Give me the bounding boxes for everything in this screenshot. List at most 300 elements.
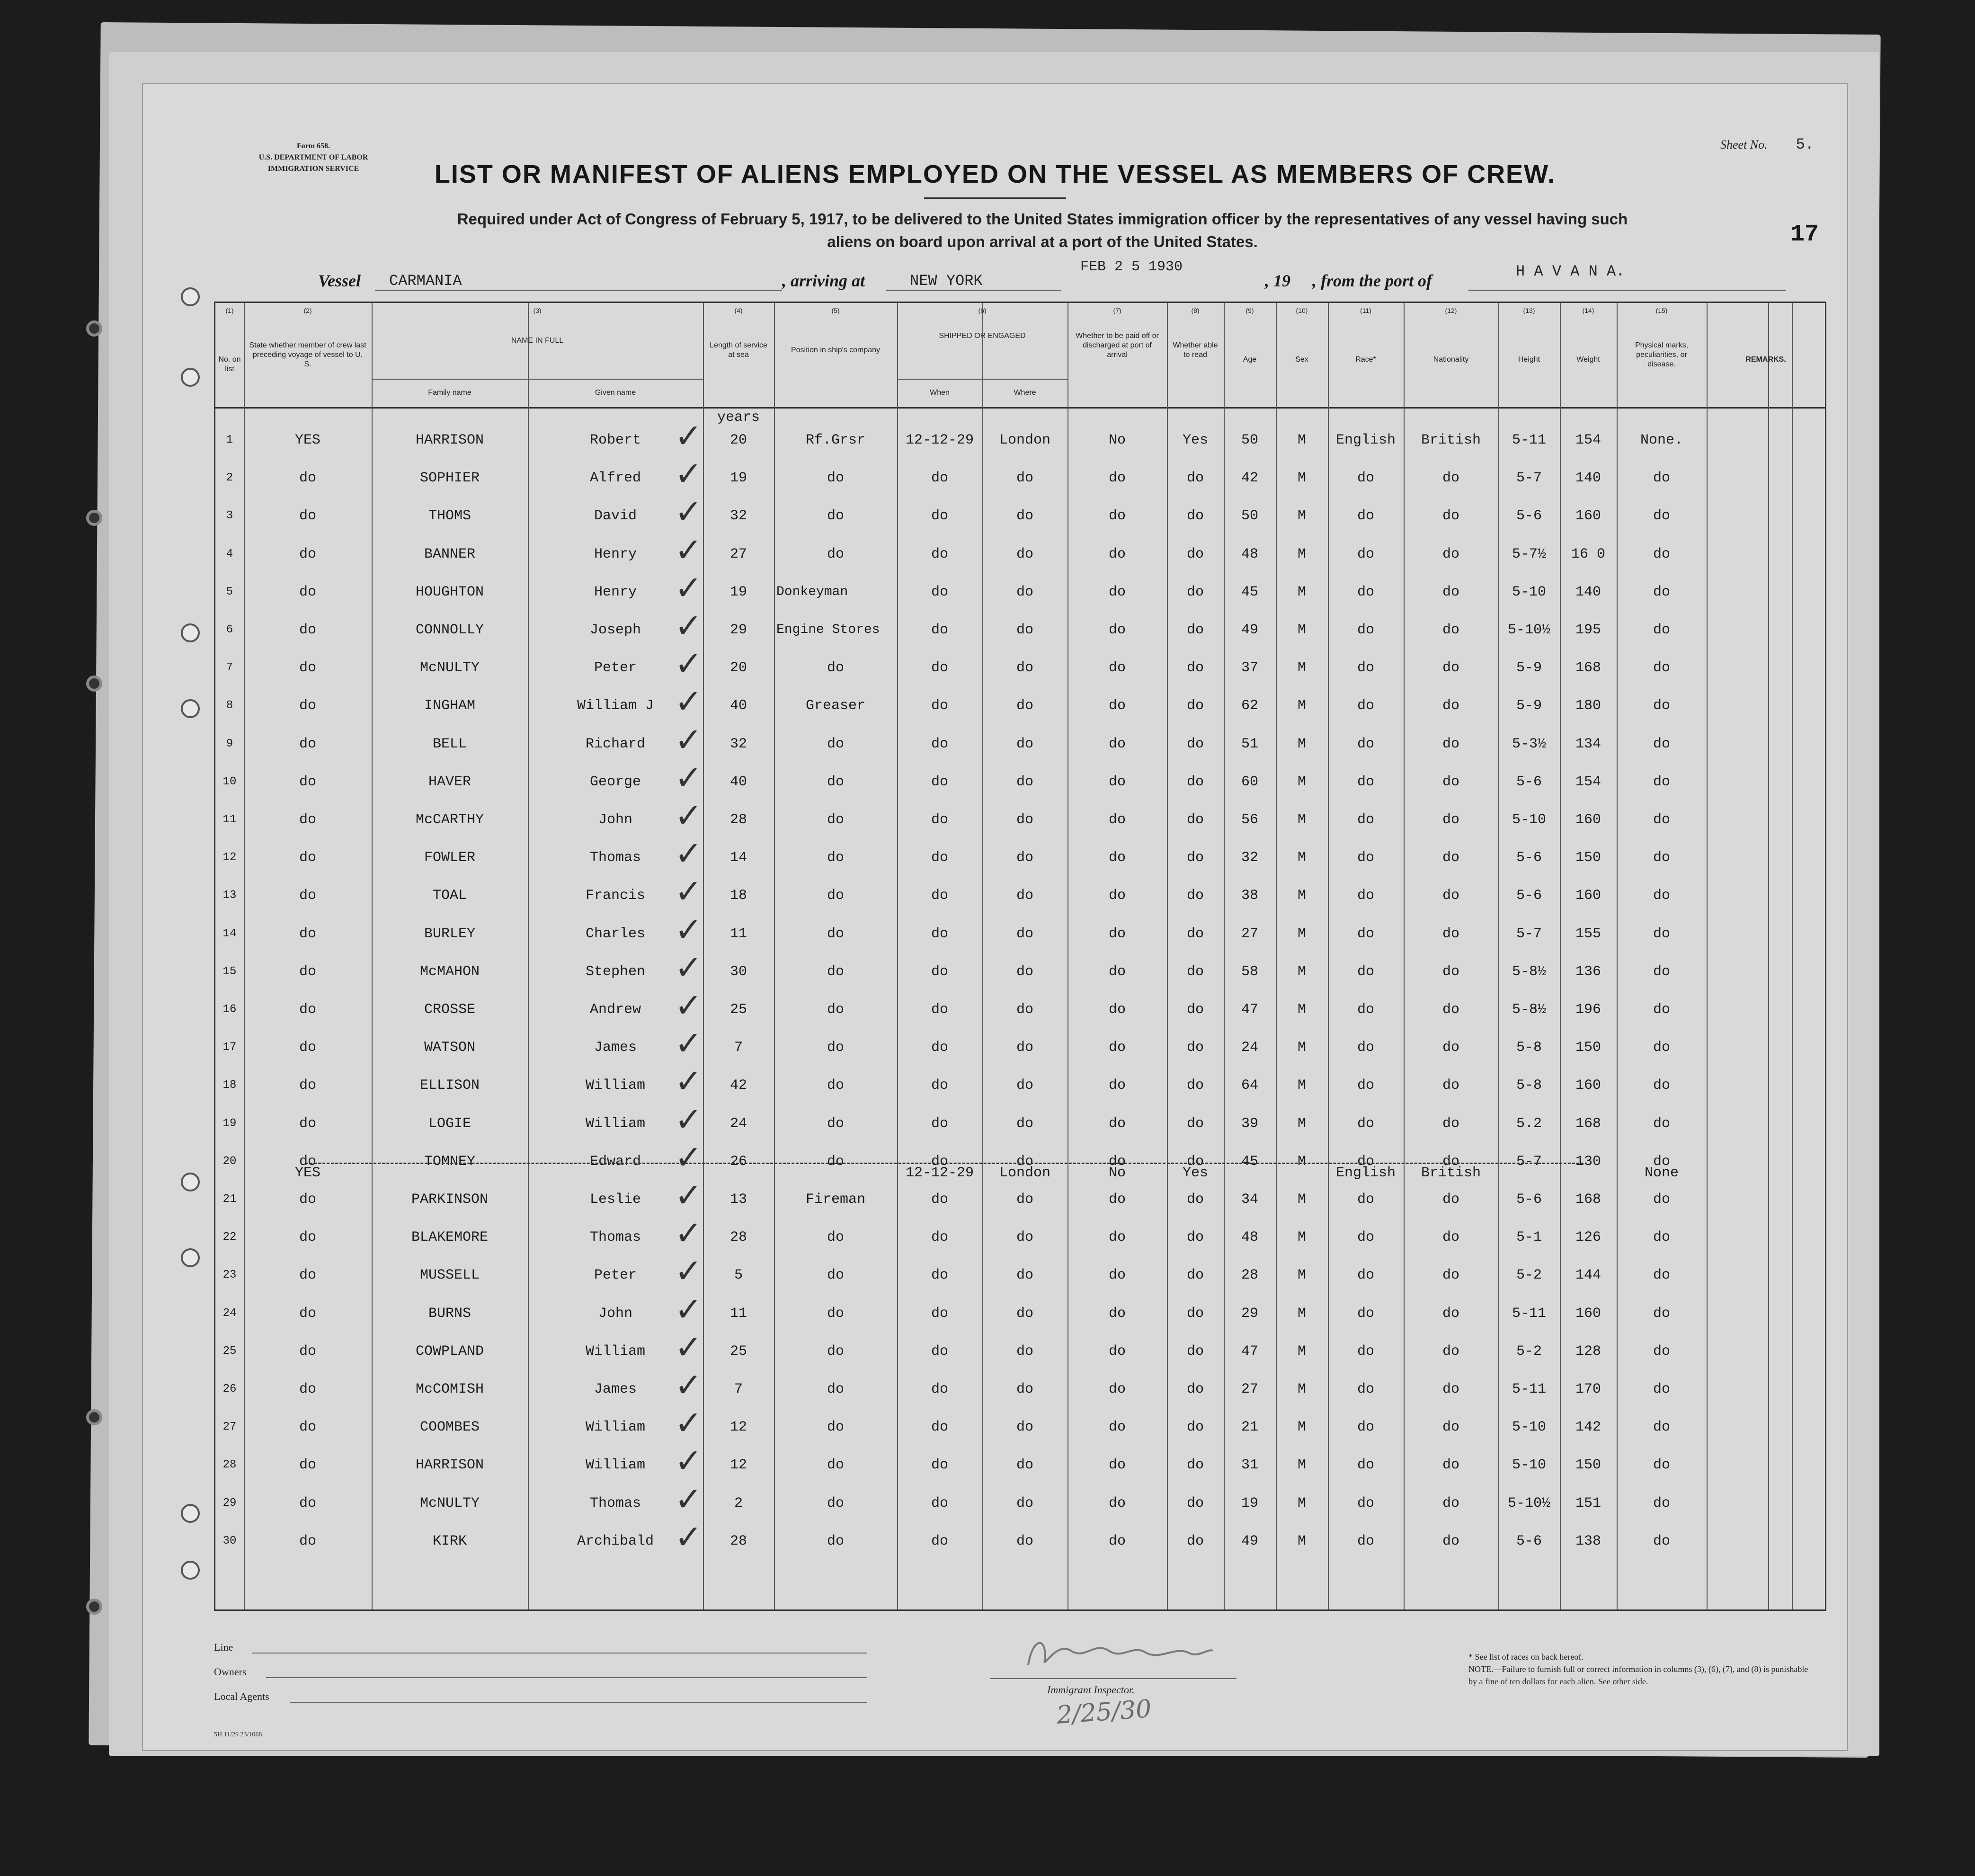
cell-height: 5-2	[1516, 1267, 1542, 1284]
cell-nat: do	[1442, 1191, 1459, 1208]
cell-weight: 140	[1575, 470, 1601, 487]
cell-marks: do	[1653, 812, 1670, 828]
column-number: (4)	[734, 307, 743, 314]
cell-race: do	[1357, 850, 1374, 866]
cell-paid: do	[1108, 1533, 1126, 1549]
cell-read: do	[1186, 888, 1204, 904]
cell-where: do	[1016, 470, 1033, 487]
column-number: (10)	[1296, 307, 1308, 314]
cell-age: 27	[1241, 1381, 1258, 1397]
cell-sex: M	[1297, 1533, 1306, 1549]
page-subtitle	[285, 208, 1800, 253]
cell-marks: do	[1653, 1343, 1670, 1360]
cell-age: 19	[1241, 1495, 1258, 1511]
cell-age: 64	[1241, 1077, 1258, 1094]
cell-sex: M	[1297, 432, 1306, 448]
header-weight: Weight	[1576, 356, 1600, 364]
cell-race: do	[1357, 963, 1374, 980]
check-mark-icon: ✓	[675, 1366, 703, 1405]
cell-paid: do	[1108, 963, 1126, 980]
cell-position: do	[827, 1002, 844, 1018]
check-mark-icon: ✓	[675, 872, 703, 911]
cell-given: Francis	[585, 888, 646, 904]
cell-family: TOMNEY	[424, 1153, 476, 1170]
table-row	[215, 1181, 1825, 1218]
cell-age: 49	[1241, 1533, 1258, 1549]
cell-n: 13	[222, 889, 237, 902]
cell-paid: do	[1108, 1457, 1126, 1474]
table-row	[215, 1446, 1825, 1484]
cell-age: 42	[1241, 470, 1258, 487]
cell-marks: None.	[1640, 432, 1683, 448]
cell-given: Thomas	[589, 1229, 641, 1246]
cell-age: 60	[1241, 774, 1258, 790]
cell-position: do	[827, 470, 844, 487]
cell-nat: do	[1442, 622, 1459, 638]
cell-nat: do	[1442, 1495, 1459, 1511]
cell-n: 24	[222, 1307, 237, 1320]
cell-weight: 138	[1575, 1533, 1601, 1549]
cell-where: do	[1016, 1457, 1033, 1474]
footnotes	[1468, 1651, 1809, 1688]
table-row	[215, 801, 1825, 839]
check-mark-icon: ✓	[675, 606, 703, 645]
cell-weight: 136	[1575, 963, 1601, 980]
cell-read: do	[1186, 622, 1204, 638]
check-mark-icon: ✓	[675, 1517, 703, 1556]
cell-age: 51	[1241, 736, 1258, 752]
header-name-in-full: NAME IN FULL	[511, 337, 564, 345]
cell-position: do	[827, 1115, 844, 1132]
check-mark-icon: ✓	[675, 1176, 703, 1215]
cell-paid: do	[1108, 1191, 1126, 1208]
check-mark-icon: ✓	[675, 1024, 703, 1063]
shipped-subheader-line	[897, 379, 1068, 380]
header-list-number: No. on list	[218, 356, 241, 373]
check-mark-icon: ✓	[675, 417, 703, 455]
cell-n: 6	[226, 623, 233, 636]
cell-paid: do	[1108, 1267, 1126, 1284]
cell-n: 9	[226, 737, 233, 750]
cell-nat: do	[1442, 1343, 1459, 1360]
cell-read: do	[1186, 850, 1204, 866]
cell-when: do	[931, 470, 948, 487]
cell-prev: do	[299, 470, 316, 487]
cell-paid: No	[1108, 432, 1126, 448]
cell-nat: do	[1442, 470, 1459, 487]
printer-code: 5H 11/29 23/1068	[214, 1731, 262, 1738]
punch-hole-icon	[181, 699, 200, 718]
cell-service: 2	[734, 1495, 743, 1511]
cell-service: 11	[730, 1305, 747, 1322]
cell-nat: do	[1442, 546, 1459, 562]
cell-age: 31	[1241, 1457, 1258, 1474]
header-age: Age	[1243, 356, 1257, 364]
cell-when: do	[931, 508, 948, 525]
cell-sex: M	[1297, 698, 1306, 714]
cell-race: do	[1357, 508, 1374, 525]
table-row	[215, 421, 1825, 459]
cell-weight: 195	[1575, 622, 1601, 638]
cell-paid: do	[1108, 1305, 1126, 1322]
correction-race: English	[1335, 1165, 1396, 1181]
cell-race: do	[1357, 1533, 1374, 1549]
cell-weight: 140	[1575, 584, 1601, 600]
cell-position: Fireman	[805, 1191, 866, 1208]
cell-when: do	[931, 850, 948, 866]
cell-position: do	[827, 1229, 844, 1246]
from-port-fill-line	[1468, 290, 1786, 291]
cell-read: do	[1186, 1229, 1204, 1246]
cell-given: William	[585, 1419, 646, 1436]
cell-race: do	[1357, 1040, 1374, 1056]
cell-nat: do	[1442, 584, 1459, 600]
cell-prev: do	[299, 1305, 316, 1322]
cell-sex: M	[1297, 1457, 1306, 1474]
cell-service: 25	[730, 1002, 747, 1018]
cell-weight: 196	[1575, 1002, 1601, 1018]
cell-sex: M	[1297, 1191, 1306, 1208]
cell-position: do	[827, 1495, 844, 1511]
cell-given: William	[585, 1457, 646, 1474]
cell-given: Charles	[585, 925, 646, 942]
cell-weight: 170	[1575, 1381, 1601, 1397]
cell-given: William	[585, 1077, 646, 1094]
cell-family: BANNER	[424, 546, 476, 562]
column-number: (14)	[1582, 307, 1594, 314]
cell-where: do	[1016, 1115, 1033, 1132]
cell-given: James	[594, 1040, 637, 1056]
cell-prev: do	[299, 1077, 316, 1094]
cell-nat: do	[1442, 1040, 1459, 1056]
binder-ring-icon	[86, 1409, 102, 1425]
cell-age: 32	[1241, 850, 1258, 866]
table-row	[215, 953, 1825, 991]
cell-family: ELLISON	[419, 1077, 480, 1094]
cell-sex: M	[1297, 508, 1306, 525]
cell-nat: do	[1442, 660, 1459, 676]
cell-prev: do	[299, 736, 316, 752]
cell-where: do	[1016, 888, 1033, 904]
cell-marks: do	[1653, 888, 1670, 904]
table-row	[215, 915, 1825, 953]
cell-n: 16	[222, 1003, 237, 1016]
correction-paid: No	[1108, 1165, 1126, 1181]
cell-paid: do	[1108, 736, 1126, 752]
cell-age: 48	[1241, 546, 1258, 562]
cell-prev: YES	[294, 432, 320, 448]
cell-read: do	[1186, 584, 1204, 600]
cell-given: Thomas	[589, 850, 641, 866]
cell-service: 26	[730, 1153, 747, 1170]
inspector-fill-line	[990, 1678, 1237, 1679]
cell-age: 47	[1241, 1343, 1258, 1360]
cell-nat: do	[1442, 1457, 1459, 1474]
cell-given: William	[585, 1343, 646, 1360]
cell-weight: 160	[1575, 888, 1601, 904]
cell-age: 50	[1241, 432, 1258, 448]
cell-when: do	[931, 774, 948, 790]
cell-prev: do	[299, 698, 316, 714]
table-row	[215, 535, 1825, 573]
cell-position: do	[827, 925, 844, 942]
cell-paid: do	[1108, 1381, 1126, 1397]
cell-paid: do	[1108, 888, 1126, 904]
cell-given: Peter	[594, 1267, 637, 1284]
cell-family: TOAL	[432, 888, 467, 904]
cell-weight: 160	[1575, 508, 1601, 525]
cell-family: CROSSE	[424, 1002, 476, 1018]
cell-height: 5-7	[1516, 1153, 1542, 1170]
cell-prev: do	[299, 925, 316, 942]
cell-nat: do	[1442, 508, 1459, 525]
table-row	[215, 1370, 1825, 1408]
punch-hole-icon	[181, 1248, 200, 1267]
cell-service: 30	[730, 963, 747, 980]
cell-height: 5-8	[1516, 1040, 1542, 1056]
cell-given: William J	[577, 698, 654, 714]
cell-family: BURNS	[428, 1305, 471, 1322]
cell-when: do	[931, 1305, 948, 1322]
cell-height: 5-11	[1512, 432, 1546, 448]
cell-age: 45	[1241, 584, 1258, 600]
cell-position: do	[827, 660, 844, 676]
cell-read: do	[1186, 1457, 1204, 1474]
list-number: 17	[1790, 221, 1819, 248]
cell-where: do	[1016, 1191, 1033, 1208]
cell-height: 5-6	[1516, 888, 1542, 904]
cell-when: do	[931, 622, 948, 638]
cell-family: McNULTY	[419, 1495, 480, 1511]
cell-height: 5-10½	[1507, 1495, 1550, 1511]
cell-height: 5-6	[1516, 774, 1542, 790]
cell-height: 5-7	[1516, 470, 1542, 487]
table-row	[215, 1333, 1825, 1370]
cell-given: Alfred	[589, 470, 641, 487]
department-name: U.S. DEPARTMENT OF LABOR	[258, 153, 368, 161]
cell-given: James	[594, 1381, 637, 1397]
manifest-sheet	[142, 83, 1848, 1751]
cell-sex: M	[1297, 1343, 1306, 1360]
cell-read: do	[1186, 660, 1204, 676]
column-number: (12)	[1445, 307, 1457, 314]
cell-service: 28	[730, 1533, 747, 1549]
cell-nat: do	[1442, 1305, 1459, 1322]
cell-sex: M	[1297, 1419, 1306, 1436]
cell-family: McNULTY	[419, 660, 480, 676]
cell-nat: do	[1442, 925, 1459, 942]
cell-n: 14	[222, 927, 237, 940]
cell-marks: do	[1653, 470, 1670, 487]
cell-when: 12-12-29	[905, 432, 974, 448]
cell-position: do	[827, 963, 844, 980]
cell-nat: do	[1442, 1115, 1459, 1132]
binder-ring-icon	[86, 676, 102, 692]
cell-prev: do	[299, 850, 316, 866]
cell-n: 4	[226, 547, 233, 560]
cell-height: 5-6	[1516, 508, 1542, 525]
header-physical-marks: Physical marks, peculiarities, or disease.	[1635, 341, 1689, 368]
check-mark-icon: ✓	[675, 1100, 703, 1139]
table-row	[215, 763, 1825, 801]
form-footer	[214, 1632, 1824, 1736]
cell-marks: do	[1653, 698, 1670, 714]
cell-given: Robert	[589, 432, 641, 448]
cell-marks: do	[1653, 1533, 1670, 1549]
cell-sex: M	[1297, 584, 1306, 600]
table-row	[215, 1029, 1825, 1067]
cell-age: 21	[1241, 1419, 1258, 1436]
penalty-note: NOTE.—Failure to furnish full or correct information in columns (3), (6), (7), and (8) is punishable by a fine of ten dollars for each alien. See other side.	[1468, 1664, 1808, 1686]
cell-when: do	[931, 736, 948, 752]
cell-position: do	[827, 888, 844, 904]
cell-marks: do	[1653, 1495, 1670, 1511]
cell-paid: do	[1108, 1419, 1126, 1436]
cell-service: 12	[730, 1419, 747, 1436]
cell-when: do	[931, 963, 948, 980]
table-row	[215, 725, 1825, 763]
cell-prev: do	[299, 888, 316, 904]
cell-prev: do	[299, 1153, 316, 1170]
cell-prev: do	[299, 1419, 316, 1436]
cell-sex: M	[1297, 1305, 1306, 1322]
cell-read: do	[1186, 774, 1204, 790]
cell-height: 5-9	[1516, 698, 1542, 714]
punch-hole-icon	[181, 368, 200, 387]
column-number: (3)	[533, 307, 542, 314]
cell-paid: do	[1108, 470, 1126, 487]
cell-n: 29	[222, 1496, 237, 1510]
cell-service: 28	[730, 812, 747, 828]
cell-n: 1	[226, 434, 233, 446]
cell-marks: do	[1653, 925, 1670, 942]
cell-n: 27	[222, 1421, 237, 1434]
year-label: , 19	[1265, 271, 1290, 290]
cell-marks: do	[1653, 1115, 1670, 1132]
cell-sex: M	[1297, 736, 1306, 752]
cell-paid: do	[1108, 584, 1126, 600]
cell-paid: do	[1108, 1002, 1126, 1018]
cell-n: 26	[222, 1383, 237, 1396]
cell-family: McCOMISH	[415, 1381, 484, 1397]
cell-read: do	[1186, 812, 1204, 828]
cell-height: 5-8	[1516, 1077, 1542, 1094]
cell-height: 5-7½	[1512, 546, 1546, 562]
cell-paid: do	[1108, 1153, 1126, 1170]
cell-nat: do	[1442, 1267, 1459, 1284]
cell-sex: M	[1297, 1229, 1306, 1246]
inspector-date: 2/25/30	[1056, 1695, 1153, 1730]
cell-weight: 16 0	[1571, 546, 1605, 562]
cell-given: Henry	[594, 546, 637, 562]
cell-when: do	[931, 888, 948, 904]
check-mark-icon: ✓	[675, 1289, 703, 1329]
cell-height: 5-10	[1512, 584, 1546, 600]
cell-read: do	[1186, 470, 1204, 487]
cell-race: do	[1357, 1267, 1374, 1284]
cell-position: do	[827, 774, 844, 790]
cell-read: do	[1186, 1002, 1204, 1018]
cell-read: do	[1186, 1191, 1204, 1208]
cell-weight: 168	[1575, 1115, 1601, 1132]
cell-when: do	[931, 698, 948, 714]
cell-height: 5-9	[1516, 660, 1542, 676]
header-able-to-read: Whether able to read	[1173, 341, 1218, 359]
punch-hole-icon	[181, 1504, 200, 1523]
cell-when: do	[931, 1381, 948, 1397]
header-height: Height	[1518, 356, 1540, 364]
cell-paid: do	[1108, 1115, 1126, 1132]
cell-position: do	[827, 546, 844, 562]
inspector-label: Immigrant Inspector.	[1047, 1684, 1135, 1696]
cell-prev: do	[299, 812, 316, 828]
cell-marks: do	[1653, 584, 1670, 600]
cell-age: 56	[1241, 812, 1258, 828]
column-number: (13)	[1523, 307, 1535, 314]
cell-age: 50	[1241, 508, 1258, 525]
cell-height: 5-10	[1512, 1457, 1546, 1474]
from-port-label: , from the port of	[1312, 271, 1432, 290]
cell-where: do	[1016, 1267, 1033, 1284]
cell-given: John	[598, 812, 632, 828]
header-sex: Sex	[1295, 356, 1308, 364]
cell-sex: M	[1297, 888, 1306, 904]
binder-ring-icon	[86, 510, 102, 526]
cell-given: Stephen	[585, 963, 646, 980]
cell-paid: do	[1108, 1229, 1126, 1246]
cell-when: do	[931, 812, 948, 828]
cell-race: do	[1357, 1495, 1374, 1511]
cell-service: 19	[730, 584, 747, 600]
column-number: (6)	[978, 307, 987, 314]
cell-family: WATSON	[424, 1040, 476, 1056]
cell-given: Thomas	[589, 1495, 641, 1511]
cell-race: do	[1357, 546, 1374, 562]
cell-prev: do	[299, 584, 316, 600]
column-number: (7)	[1113, 307, 1121, 314]
vessel-name: CARMANIA	[389, 272, 462, 290]
check-mark-icon: ✓	[675, 986, 703, 1025]
cell-marks: do	[1653, 1229, 1670, 1246]
cell-race: do	[1357, 1419, 1374, 1436]
header-service-length: Length of service at sea	[710, 341, 767, 359]
cell-when: do	[931, 1191, 948, 1208]
line-label: Line	[214, 1641, 233, 1653]
cell-height: 5-10	[1512, 1419, 1546, 1436]
cell-paid: do	[1108, 812, 1126, 828]
cell-race: do	[1357, 774, 1374, 790]
cell-when: do	[931, 1040, 948, 1056]
cell-family: BELL	[432, 736, 467, 752]
punch-hole-icon	[181, 1561, 200, 1580]
cell-where: do	[1016, 850, 1033, 866]
cell-paid: do	[1108, 774, 1126, 790]
cell-n: 28	[222, 1458, 237, 1472]
check-mark-icon: ✓	[675, 720, 703, 759]
cell-weight: 144	[1575, 1267, 1601, 1284]
cell-family: KIRK	[432, 1533, 467, 1549]
cell-read: Yes	[1182, 432, 1208, 448]
cell-service: 40	[730, 698, 747, 714]
cell-when: do	[931, 1457, 948, 1474]
cell-when: do	[931, 1229, 948, 1246]
local-agents-label: Local Agents	[214, 1690, 269, 1702]
cell-paid: do	[1108, 508, 1126, 525]
punch-hole-icon	[181, 1173, 200, 1191]
cell-sex: M	[1297, 774, 1306, 790]
cell-where: do	[1016, 1229, 1033, 1246]
cell-height: 5.2	[1516, 1115, 1542, 1132]
